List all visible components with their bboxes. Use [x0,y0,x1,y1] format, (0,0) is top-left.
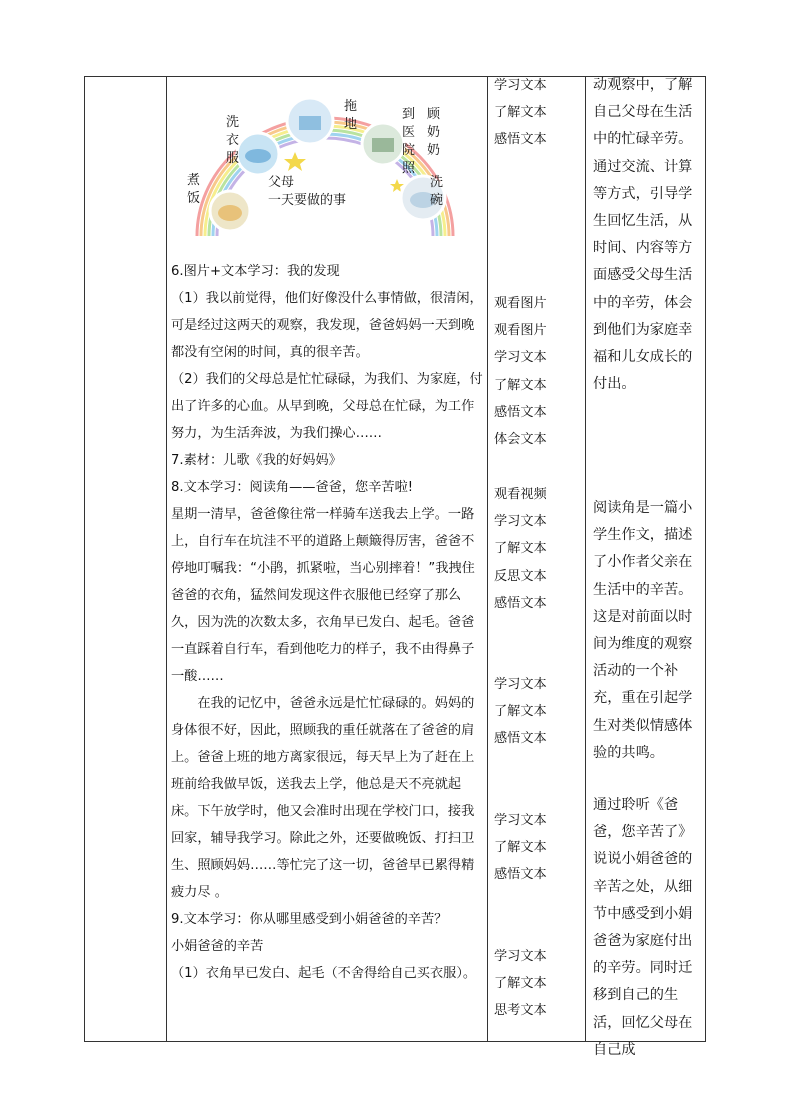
activity-group-1 [494,72,574,154]
activity-group-4 [494,671,574,753]
activity-item: 观看视频 [494,487,547,502]
svg-text:照: 照 [402,161,416,176]
activity-item: 感悟文本 [494,404,547,420]
activity-item: 学习文本 [494,677,547,692]
illustration-center-subtitle: 一天要做的事 [268,193,347,208]
svg-text:衣: 衣 [226,133,240,148]
intent-paragraph-3 [593,792,701,1064]
activity-item: 反思文本 [494,568,547,584]
activity-item: 观看图片 [494,323,547,339]
intent-paragraph-1 [593,72,701,398]
svg-text:拖: 拖 [344,99,358,114]
activity-item: 了解文本 [494,541,547,557]
svg-text:饭: 饭 [187,191,201,206]
section-6-paragraph-2: （2）我们的父母总是忙忙碌碌，为我们、为家庭，付出了许多的心血。从早到晚，父母总在忙碌，为工作努力，为生活奔波，为我们操心…… [171,372,483,441]
activity-item: 体会文本 [494,431,547,447]
activity-item: 学习文本 [494,949,547,964]
activity-group-3 [494,481,574,617]
content-column [171,258,483,987]
activity-group-6 [494,943,574,1025]
activity-item: 学习文本 [494,813,547,828]
activity-item: 观看图片 [494,296,547,311]
activity-item: 感悟文本 [494,132,547,148]
svg-text:洗: 洗 [226,115,240,130]
svg-text:到: 到 [402,107,416,122]
activity-item: 学习文本 [494,350,547,366]
svg-text:洗: 洗 [430,175,444,190]
section-9-paragraph-1: （1）衣角早已发白、起毛（不舍得给自己买衣服）。 [171,966,477,981]
intent-text-1: 动观察中，了解自己父母在生活中的忙碌辛劳。通过交流、计算等方式，引导学生回忆生活，从时间、内容等方面感受父母生活中的辛劳，体会到他们为家庭幸福和儿女成长的付出。 [593,77,693,393]
activity-item: 感悟文本 [494,867,547,883]
section-9-title: 9.文本学习：你从哪里感受到小娟爸爸的辛苦？ [171,912,448,927]
table-col-border-3 [487,76,488,1042]
svg-text:地: 地 [344,117,358,132]
activity-item: 了解文本 [494,704,547,720]
activity-item: 感悟文本 [494,595,547,611]
section-7: 7.素材：儿歌《我的好妈妈》 [171,453,342,468]
svg-text:碗: 碗 [430,193,444,208]
activity-item: 了解文本 [494,105,547,121]
section-6-title: 6.图片+文本学习：我的发现 [171,264,340,279]
section-8-title: 8.文本学习：阅读角——爸爸，您辛苦啦! [171,480,414,495]
section-8-paragraph-1: 星期一清早，爸爸像往常一样骑车送我去上学。一路上，自行车在坑洼不平的道路上颠簸得厉害，爸爸不停地叮嘱我：“小鹃，抓紧啦，当心别摔着！”我拽住爸爸的衣角，猛然间发现这件衣服他已经穿了那么久，因为洗的次数太多，衣角早已发白、起毛。爸爸一直踩着自行车，看到他吃力的样子，我不由得鼻子一酸…… [171,507,475,684]
activity-item: 学习文本 [494,514,547,530]
table-col-border-2 [166,76,167,1042]
svg-text:医: 医 [402,125,416,140]
activity-item: 感悟文本 [494,731,547,747]
activity-item: 了解文本 [494,840,547,856]
table-col-border-4 [585,76,586,1042]
section-9-subtitle: 小娟爸爸的辛苦 [171,939,264,954]
svg-text:顾: 顾 [427,107,441,122]
section-8-paragraph-2: 在我的记忆中，爸爸永远是忙忙碌碌的。妈妈的身体很不好，因此，照顾我的重任就落在了爸爸的肩上。爸爸上班的地方离家很远，每天早上为了赶在上班前给我做早饭，送我去上学，他总是天不亮就起床。下午放学时，他又会准时出现在学校门口，接我回家，辅导我学习。除此之外，还要做晚饭、打扫卫生、照顾妈妈……等忙完了这一切，爸爸早已累得精疲力尽 。 [171,696,475,900]
activity-group-2 [494,290,574,453]
activity-item: 了解文本 [494,976,547,992]
activity-label-wash-clothes [226,114,239,166]
activity-group-5 [494,807,574,889]
intent-paragraph-2 [593,495,701,767]
activity-label-cook [187,172,200,206]
parents-daily-chores-illustration [175,86,475,251]
intent-text-2: 阅读角是一篇小学生作文，描述了小作者父亲在生活中的辛苦。这是对前面以时间为维度的观察活动的一个补充，重在引起学生对类似情感体验的共鸣。 [593,500,693,761]
svg-text:奶: 奶 [427,125,441,140]
section-6-paragraph-1: （1）我以前觉得，他们好像没什么事情做，很清闲，可是经过这两天的观察，我发现，爸爸妈妈一天到晚都没有空闲的时间，真的很辛苦。 [171,291,483,360]
svg-text:煮: 煮 [187,173,201,188]
activity-item: 思考文本 [494,1003,547,1019]
illustration-center-title: 父母 [268,175,295,190]
svg-text:院: 院 [402,143,416,158]
intent-text-3: 通过聆听《爸爸，您辛苦了》说说小娟爸爸的辛苦之处，从细节中感受到小娟爸爸为家庭付出的辛劳。同时迁移到自己的生活，回忆父母在自己成 [593,797,693,1058]
svg-text:奶: 奶 [427,143,441,158]
table-col-border-1 [84,76,85,1042]
table-col-border-5 [705,76,706,1042]
svg-text:服: 服 [226,151,240,166]
activity-item: 学习文本 [494,78,547,93]
activity-label-mop [344,98,357,132]
activity-item: 了解文本 [494,377,547,393]
